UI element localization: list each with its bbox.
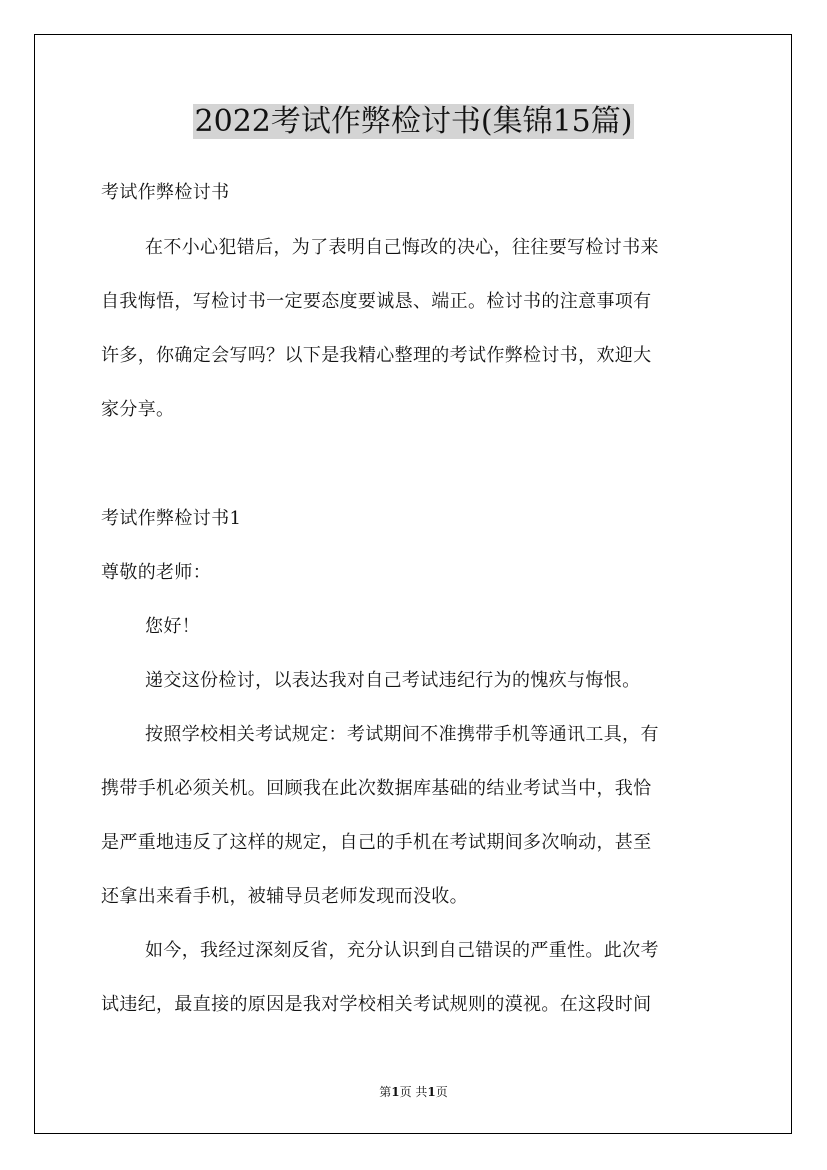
intro-heading: 考试作弊检讨书 [101,182,230,203]
body-line: 还拿出来看手机，被辅导员老师发现而没收。 [101,886,468,907]
body-line: 许多，你确定会写吗？以下是我精心整理的考试作弊检讨书，欢迎大 [101,345,652,366]
body-line: 试违纪，最直接的原因是我对学校相关考试规则的漠视。在这段时间 [101,994,652,1015]
page-total: 1 [427,1085,436,1099]
page-counter [0,1084,827,1100]
title-text: 2022考试作弊检讨书(集锦15篇) [194,104,633,139]
body-line: 是严重地违反了这样的规定，自己的手机在考试期间多次响动，甚至 [101,832,652,853]
document-title [0,100,827,148]
body-line: 自我悔悟，写检讨书一定要态度要诚恳、端正。检讨书的注意事项有 [101,291,652,312]
page-mid: 页 共 [399,1085,428,1099]
body-line: 按照学校相关考试规定：考试期间不准携带手机等通讯工具，有 [145,724,659,745]
body-line: 携带手机必须关机。回顾我在此次数据库基础的结业考试当中，我恰 [101,778,652,799]
page-suffix: 页 [435,1085,448,1099]
body-line: 递交这份检讨，以表达我对自己考试违纪行为的愧疚与悔恨。 [145,670,641,691]
page-prefix: 第 [379,1085,392,1099]
body-line: 如今，我经过深刻反省，充分认识到自己错误的严重性。此次考 [145,940,659,961]
section-heading: 考试作弊检讨书1 [101,508,242,529]
salutation: 尊敬的老师： [101,562,212,583]
body-line: 在不小心犯错后，为了表明自己悔改的决心，往往要写检讨书来 [145,237,659,258]
page-current: 1 [391,1085,400,1099]
greeting: 您好！ [145,616,201,637]
body-line: 家分享。 [101,399,175,420]
